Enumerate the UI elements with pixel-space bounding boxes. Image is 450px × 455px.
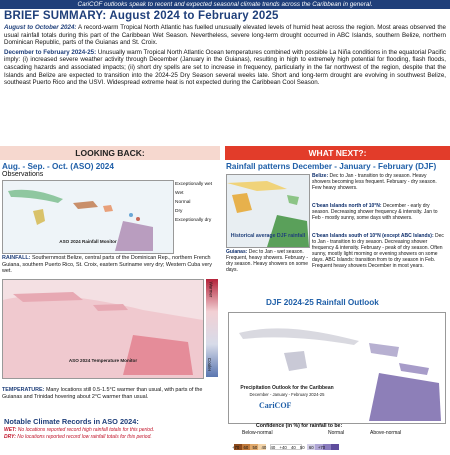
brief-paragraph-2: December to February 2024-25: Unusually warm Tropical North Atlantic Ocean temperatures combined with possible La Niña conditions in the equatorial Pacific imply: (i) increased severe weather activity through December (January in the Guianas), resulting in high to extremely high potential for flooding, flash floods, cascading hazards and associated impacts; (ii) short dry spells are set to increase in frequency, particularly in the far northwest of the region, despite that the Islands and Belize are expected to transition into the 2024-25 Dry Season several weeks late. Short and long-term drought are evolving in southwest Belize, southeast Puerto Rico and the USVI. Widespread extreme heat is not expected during the Caribbean Cool Season. <box>4 48 446 87</box>
notable-records <box>4 417 222 440</box>
confidence-ticks: +70 60 50 40 40 +40 40 50 60 +70 <box>232 445 326 450</box>
legend-warmer: Warmer <box>208 281 214 298</box>
observations-label: Observations <box>2 171 44 178</box>
looking-back-banner: LOOKING BACK: <box>0 146 220 160</box>
brief-title: BRIEF SUMMARY: August 2024 to February 2025 <box>4 10 279 22</box>
rainfall-monitor-map <box>2 180 174 254</box>
notable-dry: DRY: No locations reported record low rainfall totals for this period. <box>4 434 152 440</box>
rainfall-bullet: RAINFALL: Southernmost Belize, central parts of the Dominican Rep., northern French Guiana, southern Puerto Rico, St. Croix, eastern Suriname very dry; Western Cuba very wet. <box>2 255 212 275</box>
guianas-block: Guianas: Dec to Jan - wet season. Frequent, heavy showers. February - dry season. Heavy showers on some days. <box>226 249 308 273</box>
historical-caption: Historical average DJF rainfall <box>230 233 306 239</box>
outlook-subcaption: December - January - February 2024-25 <box>249 392 325 397</box>
above-normal-label: Above-normal <box>370 430 402 436</box>
legend-dry: Dry <box>175 209 183 214</box>
legend-cooler: Cooler <box>207 357 213 372</box>
below-normal-label: Below-normal <box>242 430 273 436</box>
belize-block: Belize: Dec to Jan - transition to dry season. Heavy showers becoming less frequent. February - dry season. Few heavy showers. <box>312 173 437 191</box>
top-banner: CariCOF outlooks speak to recent and expected seasonal climate trends across the Caribbean in general. <box>0 0 450 9</box>
notable-wet: WET: No locations reported record high rainfall totals for this period. <box>4 427 155 433</box>
temperature-map-title: ASO 2024 Temperature Monitor <box>68 358 138 363</box>
outlook-map <box>228 312 446 424</box>
what-next-column <box>226 162 448 450</box>
legend-wet: Wet <box>175 191 184 196</box>
normal-label: Normal <box>328 430 345 436</box>
confidence-label: Confidence (in %) for rainfall to be: <box>256 423 343 429</box>
brief-paragraph-1: August to October 2024: A record-warm Tropical North Atlantic has fuelled unusually elevated levels of humid heat across the region. Most areas observed the usual rainfall totals during this part of the Caribbean Wet Season. Nevertheless, severe long-term drought occurred in ABC Islands, southern Belize, northern Dominican Republic, parts of the Guianas and St. Croix. <box>4 24 446 47</box>
temperature-map-shapes <box>3 280 203 378</box>
rainfall-map-title: ASO 2024 Rainfall Monitor <box>59 239 117 244</box>
legend-exceptionally-wet: Exceptionally wet <box>175 182 213 187</box>
djf-heading: Rainfall patterns December - January - February (DJF) <box>226 162 437 171</box>
what-next-banner: WHAT NEXT?: <box>225 146 450 160</box>
temperature-bullet: TEMPERATURE: Many locations still 0.5-1.5°C warmer than usual, with parts of the Guianas and Trinidad hovering about 2°C warmer than usual. <box>2 387 203 400</box>
looking-back-column <box>2 162 222 450</box>
legend-normal: Normal <box>175 200 191 205</box>
outlook-caption: Precipitation Outlook for the Caribbean <box>240 385 334 391</box>
brief-summary <box>4 10 446 87</box>
aso-heading: Aug. - Sep. - Oct. (ASO) 2024 <box>2 162 114 171</box>
south-block: C'bean Islands south of 10°N (except ABC Islands): Dec to Jan - transition to dry season. Decreasing shower frequency & intensity. February - peak of dry season. Often sunny, mostly light morning or evening showers on some days. ABC Islands: transition from to dry season in Feb. Frequent heavy showers December in most years. <box>312 233 444 269</box>
temperature-monitor-map <box>2 279 204 379</box>
legend-exceptionally-dry: Exceptionally dry <box>175 218 212 223</box>
north-block: C'bean Islands north of 10°N: December - early dry season. Decreasing shower frequency & intensity. Jan to Feb - mostly sunny, some days with showers. <box>312 203 438 221</box>
notable-title: Notable Climate Records in ASO 2024: <box>4 417 139 426</box>
historical-rainfall-map <box>226 174 310 248</box>
caricof-logo: CariCOF <box>259 401 292 410</box>
outlook-title: DJF 2024-25 Rainfall Outlook <box>266 298 379 307</box>
rainfall-legend <box>175 180 220 225</box>
